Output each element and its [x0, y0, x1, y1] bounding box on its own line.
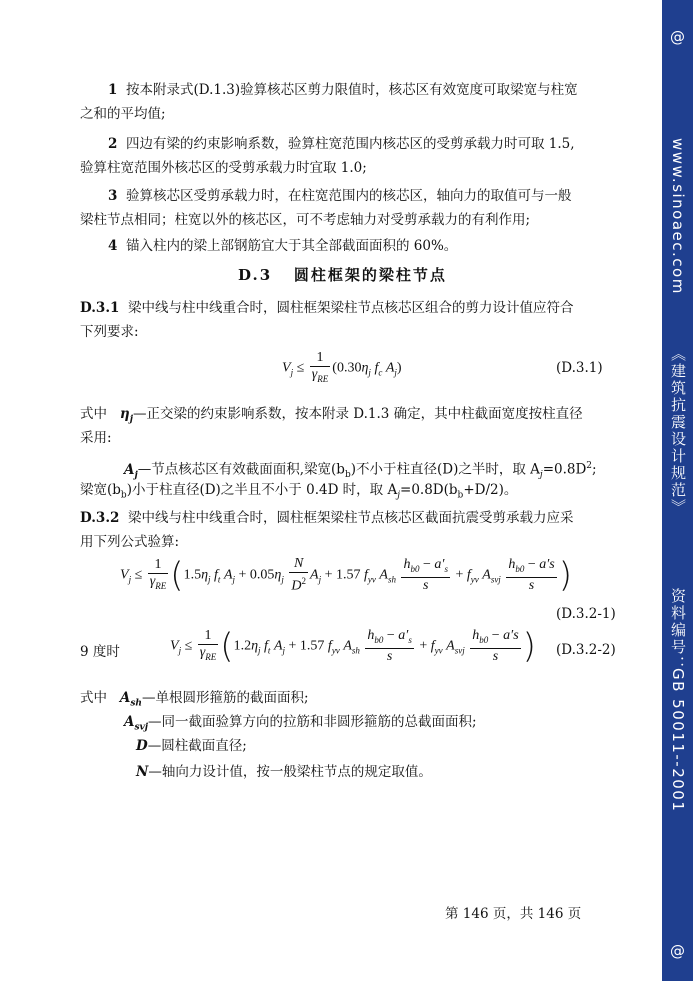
sidebar-book-title: 《建筑抗震设计规范》	[669, 346, 687, 516]
section-heading: D.3 圆柱框架的梁柱节点	[238, 266, 447, 284]
item-2-line2: 验算柱宽范围外核芯区的受剪承载力时宜取 1.0;	[80, 160, 367, 176]
right-sidebar	[662, 0, 693, 981]
where1-aj-line2: 梁宽$(b_b)$小于柱直径(D)之半且不小于 0.4D 时，取 $A_j=0.8D(b_b+D/2)$。	[80, 482, 518, 501]
sidebar-code-number: GB 50011--2001	[669, 668, 687, 813]
formula-d32-1: $V_j$ ≤ $\frac{1}{\gamma_{RE}}$ ($1.5\eta_j$ $f_t$ $A_j + 0.05\eta_j$ $\frac{N}{D^2}$ $A_j + 1.57$ $f_{yv}$ $A_{sh}$ $\frac{h_{b0} - a'_s}{s}$ + $f_{yv}$ $A_{svj}$ $\frac{h_{b0} - a's}{s}$ )	[120, 555, 572, 596]
eq-label-d31: (D.3.1)	[556, 360, 603, 376]
where2-d: D—圆柱截面直径;	[136, 738, 247, 754]
clause-d32-line2: 用下列公式验算:	[80, 534, 180, 550]
sidebar-code-label: 资料编号：	[669, 588, 687, 673]
item-1-line1: 1 按本附录式(D.1.3)验算核芯区剪力限值时，核芯区有效宽度可取梁宽与柱宽	[108, 82, 578, 98]
item-4-line1: 4 锚入柱内的梁上部钢筋宜大于其全部截面面积的 60%。	[108, 238, 458, 254]
sidebar-at-bottom: @	[670, 942, 685, 960]
where2-n: N—轴向力设计值，按一般梁柱节点的规定取值。	[136, 764, 432, 780]
item-3-line2: 梁柱节点相同；柱宽以外的核芯区，可不考虑轴力对受剪承载力的有利作用;	[80, 212, 531, 228]
eq-label-d32-2: (D.3.2-2)	[556, 642, 616, 658]
page-footer: 第 146 页，共 146 页	[445, 906, 582, 922]
where1-aj-line1: $A_j—$节点核芯区有效截面面积,梁宽$(b_b)$不小于柱直径(D)之半时，取 $A_j=0.8D^2$;	[124, 461, 597, 481]
item-3-line1: 3 验算核芯区受剪承载力时，在柱宽范围内的核芯区，轴向力的取值可与一般	[108, 188, 572, 204]
where1-eta-line2: 采用:	[80, 430, 112, 446]
formula-d31: $V_j$ ≤ $\frac{1}{\gamma_{RE}}$ ($0.30\eta_j$ $f_c$ $A_j$)	[282, 350, 402, 384]
where1-eta-line1: 式中 $\eta_j—$正交梁的约束影响系数，按本附录 D.1.3 确定，其中柱截面宽度按柱直径	[80, 406, 583, 425]
sidebar-at-top: @	[670, 28, 685, 46]
where2-asvj: $A_{svj}—$同一截面验算方向的拉筋和非圆形箍筋的总截面面积;	[124, 714, 477, 733]
clause-d32-line1: D.3.2 梁中线与柱中线重合时，圆柱框架梁柱节点核芯区截面抗震受剪承载力应采	[80, 510, 574, 526]
eq-label-d32-1: (D.3.2-1)	[556, 606, 616, 622]
eq-d32-2-prefix: 9 度时	[80, 644, 120, 660]
where2-ash: 式中 $A_{sh}—$单根圆形箍筋的截面面积;	[80, 690, 309, 709]
clause-d31-line1: D.3.1 梁中线与柱中线重合时，圆柱框架梁柱节点核芯区组合的剪力设计值应符合	[80, 300, 574, 316]
sidebar-website: www.sinoaec.com	[669, 138, 687, 295]
item-1-line2: 之和的平均值;	[80, 106, 166, 122]
formula-d32-2: $V_j$ ≤ $\frac{1}{\gamma_{RE}}$ ($1.2\eta_j$ $f_t$ $A_j + 1.57$ $f_{yv}$ $A_{sh}$ $\frac{h_{b0} - a'_s}{s}$ + $f_{yv}$ $A_{svj}$ $\frac{h_{b0} - a's}{s}$ )	[170, 626, 536, 667]
clause-d31-line2: 下列要求:	[80, 324, 139, 340]
item-2-line1: 2 四边有梁的约束影响系数，验算柱宽范围内核芯区的受剪承载力时可取 1.5,	[108, 136, 575, 152]
